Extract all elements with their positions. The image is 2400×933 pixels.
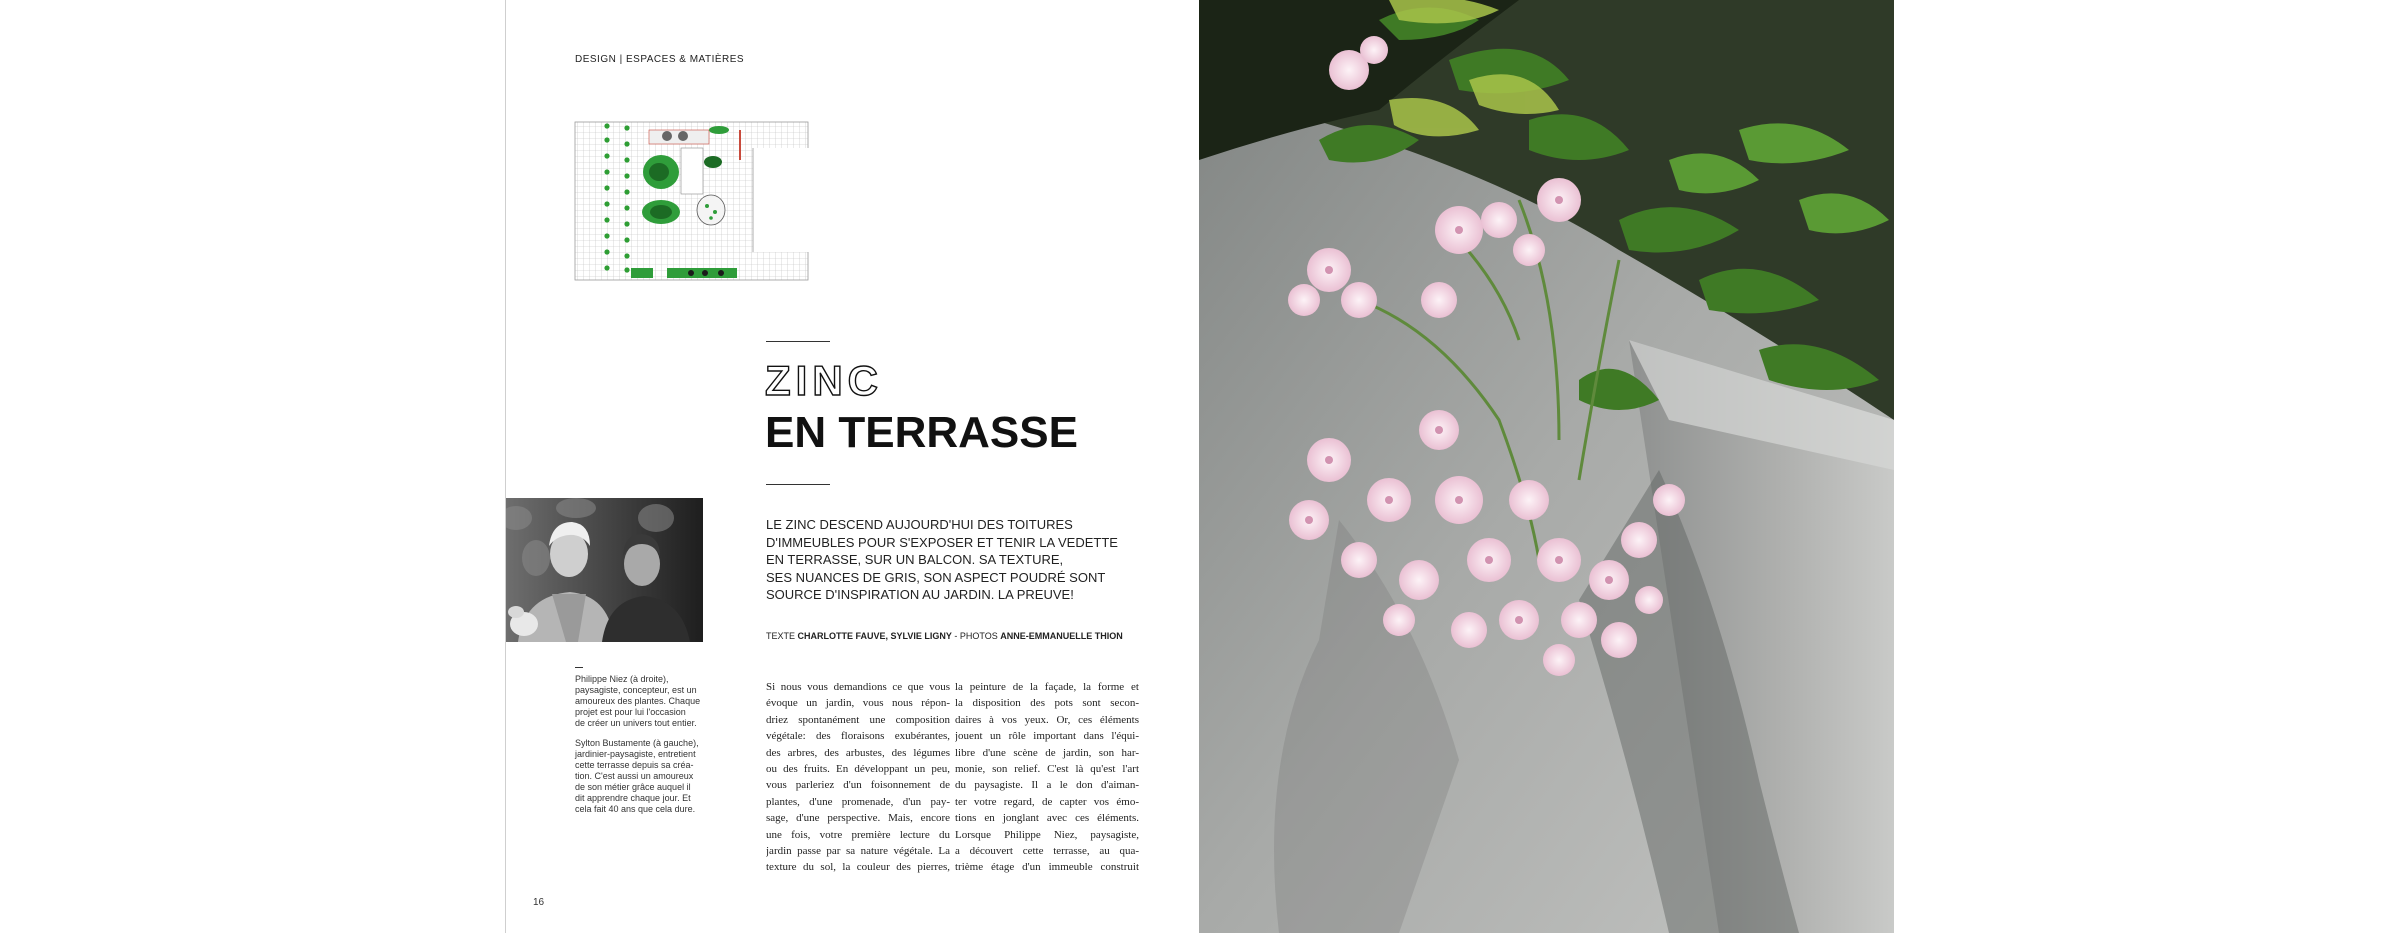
caption-line: de créer un univers tout entier. <box>575 718 697 728</box>
body-line: la peinture de la façade, la forme et <box>955 681 1139 693</box>
caption-line: paysagiste, concepteur, est un <box>575 685 697 695</box>
caption-line: cela fait 40 ans que cela dure. <box>575 804 696 814</box>
article-credits <box>766 631 1123 641</box>
left-page <box>505 0 1199 933</box>
credits-text-authors: CHARLOTTE FAUVE, SYLVIE LIGNY <box>797 631 952 641</box>
body-line: végétale: des floraisons exubérantes, <box>766 730 950 743</box>
magazine-spread <box>505 0 1894 933</box>
flower-zinc-planter-photo <box>1199 0 1894 933</box>
body-line: sage, d'une perspective. Mais, encore <box>766 812 950 825</box>
caption-line: amoureux des plantes. Chaque <box>575 696 701 706</box>
caption-paragraph-1 <box>575 674 715 729</box>
body-line: vous parleriez d'un foisonnement de <box>766 779 950 792</box>
credits-text-label: TEXTE <box>766 631 796 641</box>
body-line: libre d'une scène de jardin, son har- <box>955 746 1139 759</box>
body-line: monie, son relief. C'est là qu'est l'art <box>955 763 1139 776</box>
intro-line: LE ZINC DESCEND AUJOURD'HUI DES TOITURES <box>766 517 1073 532</box>
title-rule-top <box>766 341 830 342</box>
body-column-1 <box>766 679 950 876</box>
body-line: ou des fruits. En développant un peu, <box>766 763 950 776</box>
body-line: la disposition des pots sont secon- <box>955 697 1139 710</box>
intro-line: EN TERRASSE, SUR UN BALCON. SA TEXTURE, <box>766 552 1064 567</box>
body-line: texture du sol, la couleur des pierres, <box>766 861 950 874</box>
body-line: jouent un rôle important dans l'équi- <box>955 730 1139 743</box>
body-line: des arbres, des arbustes, des légumes <box>766 746 950 759</box>
credits-photo-author: ANNE-EMMANUELLE THION <box>1000 631 1123 641</box>
right-page <box>1199 0 1894 933</box>
caption-line: dit apprendre chaque jour. Et <box>575 793 691 803</box>
article-title-line2: EN TERRASSE <box>765 408 1078 457</box>
caption-line: de son métier grâce auquel il <box>575 782 691 792</box>
body-line: une fois, votre première lecture du <box>766 828 950 841</box>
body-line: tions en jonglant avec ces éléments. <box>955 812 1139 825</box>
section-rubric: DESIGN | ESPACES & MATIÈRES <box>575 54 745 65</box>
garden-plan-illustration <box>571 120 811 282</box>
intro-line: SES NUANCES DE GRIS, SON ASPECT POUDRÉ SONT <box>766 569 1106 585</box>
intro-line: D'IMMEUBLES POUR S'EXPOSER ET TENIR LA VEDETTE <box>766 534 1118 550</box>
body-line: jardin passe par sa nature végétale. La <box>766 845 950 858</box>
body-line: ter votre regard, de capter vos émo- <box>955 795 1139 808</box>
caption-line: jardinier-paysagiste, entretient <box>575 749 696 759</box>
body-column-2 <box>955 679 1139 876</box>
body-line: Lorsque Philippe Niez, paysagiste, <box>955 828 1139 841</box>
caption-paragraph-2 <box>575 738 715 815</box>
article-title-line1: ZINC <box>765 357 883 404</box>
body-line: du paysagiste. Il a le don d'aiman- <box>955 779 1139 792</box>
caption-line: tion. C'est aussi un amoureux <box>575 771 694 781</box>
body-line: a découvert cette terrasse, au qua- <box>955 845 1139 858</box>
body-line: évoque un jardin, vous nous répon- <box>766 697 950 710</box>
portrait-photo <box>506 498 703 642</box>
body-line: driez spontanément une composition <box>766 713 950 726</box>
caption-line: Philippe Niez (à droite), <box>575 674 669 684</box>
caption-line: Sylton Bustamente (à gauche), <box>575 738 699 748</box>
body-line: trième étage d'un immeuble construit <box>955 861 1139 874</box>
intro-line: SOURCE D'INSPIRATION AU JARDIN. LA PREUVE! <box>766 587 1074 602</box>
article-intro <box>766 516 1118 604</box>
page-number: 16 <box>533 897 545 908</box>
photo-caption <box>575 667 715 824</box>
caption-line: cette terrasse depuis sa créa- <box>575 760 694 770</box>
body-line: plantes, d'une promenade, d'un pay- <box>766 795 950 808</box>
credits-photo-label: - PHOTOS <box>954 631 998 641</box>
body-line: daires à vos yeux. Or, ces éléments <box>955 713 1139 726</box>
caption-line: projet est pour lui l'occasion <box>575 707 686 717</box>
title-rule-bottom <box>766 484 830 485</box>
body-line: Si nous vous demandions ce que vous <box>766 681 950 693</box>
caption-dash <box>575 667 583 668</box>
